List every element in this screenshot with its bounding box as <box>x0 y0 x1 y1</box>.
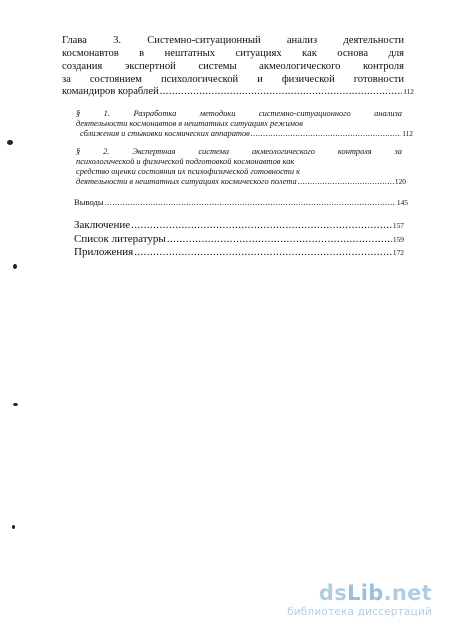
watermark-subtitle: библиотека диссертаций <box>287 606 432 618</box>
section-title-line: психологической и физической подготовкой космонавтов как <box>76 157 295 166</box>
section-title-line: средство оценки состояния их психофизической готовности к <box>76 167 301 176</box>
page-number: 112 <box>403 87 414 96</box>
chapter-title-line: за состоянием психологической и физической готовности <box>62 74 404 85</box>
chapter-title-line: командиров кораблей <box>62 86 159 97</box>
dot-leader <box>134 247 392 258</box>
dot-leader <box>160 87 402 98</box>
watermark-logo <box>287 581 432 618</box>
scan-speck <box>12 525 15 529</box>
dot-leader <box>167 234 392 245</box>
page-number: 159 <box>392 235 404 244</box>
toc-entry-label: Приложения <box>74 246 134 258</box>
scan-speck <box>13 264 17 269</box>
section-title-line: деятельности космонавтов в нештатных ситуациях режимов <box>76 119 303 128</box>
section-title-line: деятельности в нештатных ситуациях космического полета <box>76 177 297 186</box>
dot-leader <box>251 130 401 138</box>
page-number: 172 <box>392 248 404 257</box>
dot-leader <box>298 178 394 186</box>
toc-entry-section1[interactable] <box>80 130 413 138</box>
toc-entry-label: Выводы <box>74 197 104 207</box>
page-number: 145 <box>396 198 408 207</box>
toc-entry-section2[interactable] <box>76 178 406 186</box>
toc-entry-conclusions[interactable] <box>74 198 408 207</box>
section-title-line: сближения и стыковки космических аппаратов <box>80 129 250 138</box>
toc-entry-chapter3[interactable] <box>62 87 414 98</box>
dot-leader <box>105 198 396 207</box>
toc-entry-label: Список литературы <box>74 233 166 245</box>
chapter-title-line: создания экспертной системы акмеологического контроля <box>62 61 404 72</box>
scan-speck <box>7 140 13 145</box>
chapter-title-line: космонавтов в нештатных ситуациях как основа для <box>62 48 404 59</box>
page-number: 157 <box>392 221 404 230</box>
toc-entry-conclusion[interactable] <box>74 220 404 231</box>
section-title-line: § 2. Экспертная система акмеологического контроля за <box>76 147 402 156</box>
page-number: 120 <box>394 177 406 186</box>
toc-entry-appendices[interactable] <box>74 247 404 258</box>
toc-entry-label: Заключение <box>74 219 131 231</box>
chapter-title-line: Глава 3. Системно-ситуационный анализ деятельности <box>62 35 404 46</box>
dot-leader <box>131 220 392 231</box>
section-title-line: § 1. Разработка методики системно-ситуационного анализа <box>76 109 402 118</box>
scan-speck <box>13 403 18 406</box>
page-number: 112 <box>402 129 413 138</box>
toc-entry-references[interactable] <box>74 234 404 245</box>
watermark-brand: dsLib.net <box>318 581 432 605</box>
